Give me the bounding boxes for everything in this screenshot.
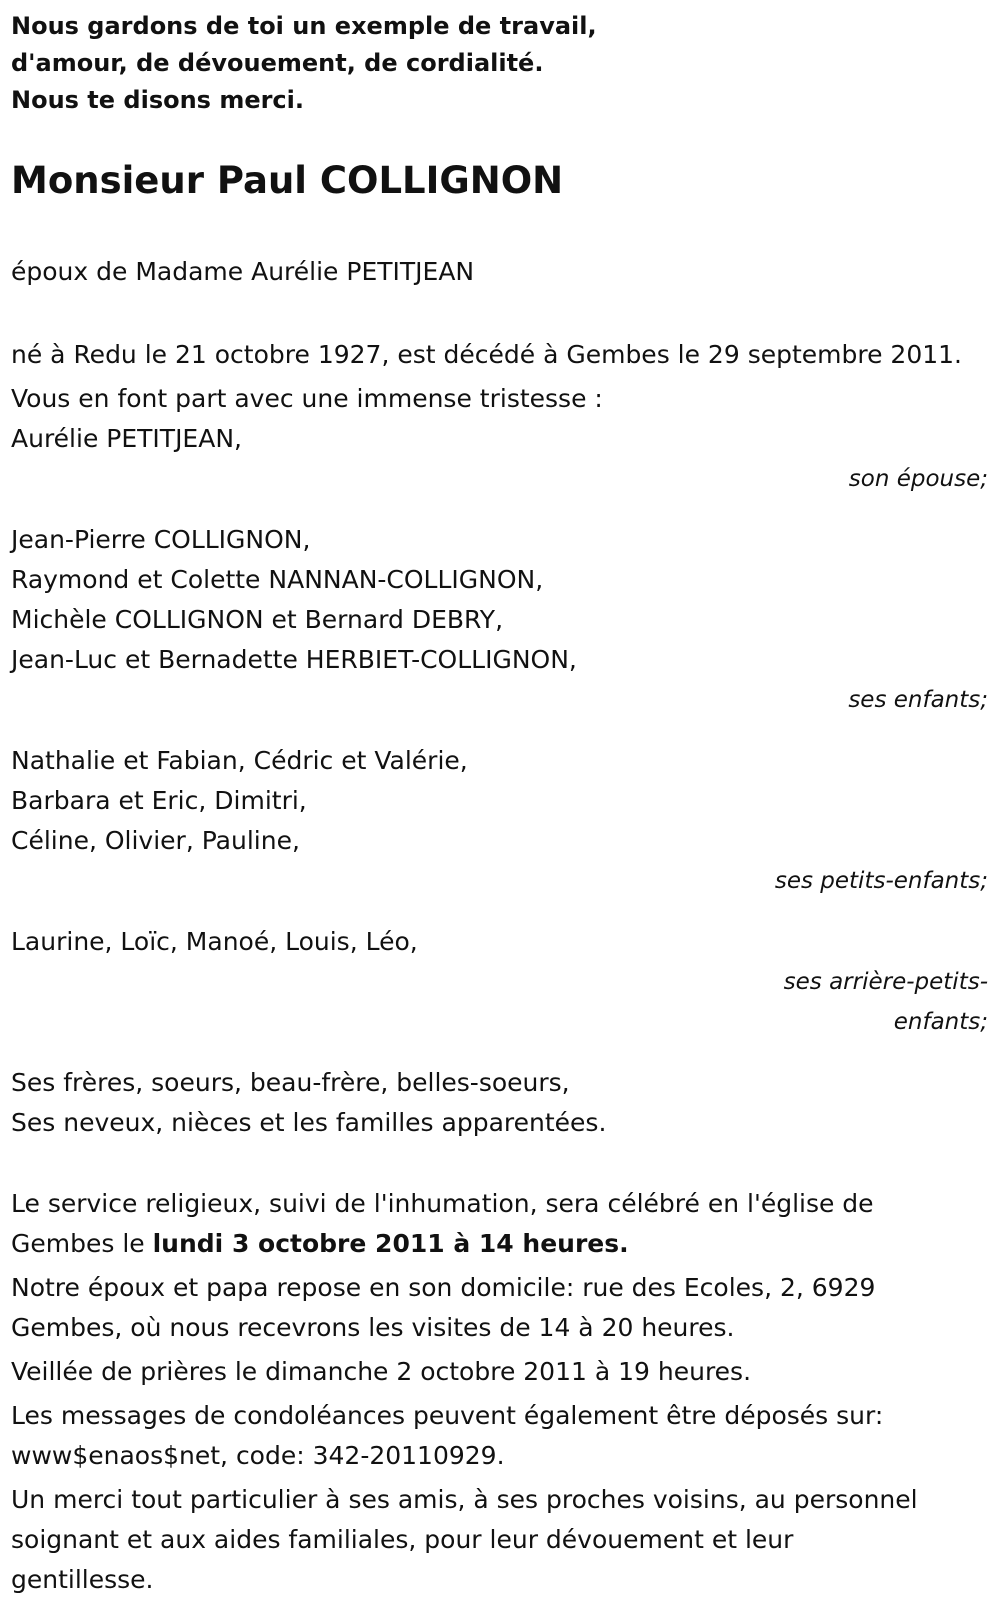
vigil-line: Veillée de prières le dimanche 2 octobre 2011 à 19 heures. xyxy=(11,1357,752,1386)
viewing-line: Gembes, où nous recevrons les visites de 14 à 20 heures. xyxy=(11,1313,735,1342)
family-group-great-grandchildren xyxy=(11,922,989,1042)
relation-label: enfants; xyxy=(893,1009,988,1035)
deceased-name-heading: Monsieur Paul COLLIGNON xyxy=(11,159,564,202)
family-name: Raymond et Colette NANNAN-COLLIGNON, xyxy=(11,565,544,594)
family-name: Aurélie PETITJEAN, xyxy=(11,424,242,453)
birth-death-line: né à Redu le 21 octobre 1927, est décédé à Gembes le 29 septembre 2011. xyxy=(11,340,963,369)
extended-family-line: Ses neveux, nièces et les familles apparentées. xyxy=(11,1108,607,1137)
memorial-verse xyxy=(11,0,989,119)
verse-line: d'amour, de dévouement, de cordialité. xyxy=(11,49,544,77)
family-name: Céline, Olivier, Pauline, xyxy=(11,826,300,855)
condolences-paragraph xyxy=(11,1396,989,1476)
viewing-paragraph xyxy=(11,1268,989,1348)
relation-label: son épouse; xyxy=(848,466,988,492)
condolences-line: www$enaos$net, code: 342-20110929. xyxy=(11,1441,505,1470)
relation-label: ses enfants; xyxy=(848,687,988,713)
viewing-line: Notre époux et papa repose en son domicile: rue des Ecoles, 2, 6929 xyxy=(11,1273,876,1302)
service-line: Le service religieux, suivi de l'inhumation, sera célébré en l'église de xyxy=(11,1189,874,1218)
verse-line: Nous gardons de toi un exemple de travail, xyxy=(11,12,597,40)
family-group-grandchildren xyxy=(11,741,989,901)
condolences-line: Les messages de condoléances peuvent également être déposés sur: xyxy=(11,1401,884,1430)
thanks-line: soignant et aux aides familiales, pour leur dévouement et leur xyxy=(11,1525,794,1554)
family-name: Jean-Luc et Bernadette HERBIET-COLLIGNON, xyxy=(11,645,577,674)
family-name: Laurine, Loïc, Manoé, Louis, Léo, xyxy=(11,927,418,956)
family-name: Jean-Pierre COLLIGNON, xyxy=(11,525,311,554)
thanks-paragraph xyxy=(11,1480,989,1600)
service-line xyxy=(11,1224,989,1264)
relation-label: ses arrière-petits- xyxy=(783,969,988,995)
relation-label: ses petits-enfants; xyxy=(774,868,988,894)
verse-line: Nous te disons merci. xyxy=(11,86,305,114)
family-name: Barbara et Eric, Dimitri, xyxy=(11,786,307,815)
service-prefix: Gembes le xyxy=(11,1229,153,1258)
service-date: lundi 3 octobre 2011 à 14 heures. xyxy=(152,1229,629,1258)
extended-family xyxy=(11,1063,989,1143)
thanks-line: Un merci tout particulier à ses amis, à ses proches voisins, au personnel xyxy=(11,1485,918,1514)
vigil-paragraph xyxy=(11,1352,989,1392)
spouse-line: époux de Madame Aurélie PETITJEAN xyxy=(11,257,475,286)
family-name: Michèle COLLIGNON et Bernard DEBRY, xyxy=(11,605,504,634)
extended-family-line: Ses frères, soeurs, beau-frère, belles-soeurs, xyxy=(11,1068,570,1097)
family-name: Nathalie et Fabian, Cédric et Valérie, xyxy=(11,746,468,775)
service-paragraph xyxy=(11,1184,989,1264)
family-group-children xyxy=(11,520,989,720)
thanks-line: gentillesse. xyxy=(11,1565,154,1594)
family-group-spouse xyxy=(11,419,989,499)
announcement-intro: Vous en font part avec une immense tristesse : xyxy=(11,384,603,413)
